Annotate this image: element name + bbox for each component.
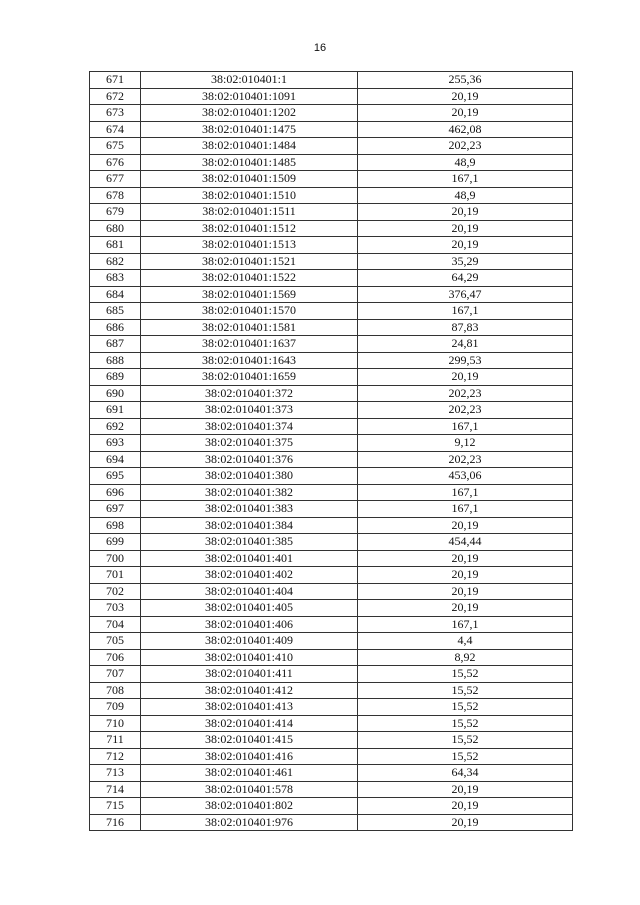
cadastral-number-cell: 38:02:010401:412: [141, 682, 358, 699]
cadastral-number-cell: 38:02:010401:1512: [141, 220, 358, 237]
table-row: [90, 715, 573, 732]
row-number-cell: 679: [90, 204, 141, 221]
table-row: [90, 649, 573, 666]
table-row: [90, 352, 573, 369]
cadastral-number-cell: 38:02:010401:1637: [141, 336, 358, 353]
cadastral-number-cell: 38:02:010401:1570: [141, 303, 358, 320]
table-body: [90, 72, 573, 831]
table-row: [90, 171, 573, 188]
cadastral-number-cell: 38:02:010401:405: [141, 600, 358, 617]
row-number-cell: 688: [90, 352, 141, 369]
value-cell: 9,12: [358, 435, 573, 452]
value-cell: 15,52: [358, 699, 573, 716]
row-number-cell: 715: [90, 798, 141, 815]
table-row: [90, 517, 573, 534]
row-number-cell: 683: [90, 270, 141, 287]
cadastral-number-cell: 38:02:010401:1569: [141, 286, 358, 303]
table-row: [90, 781, 573, 798]
table-row: [90, 567, 573, 584]
table-row: [90, 798, 573, 815]
cadastral-number-cell: 38:02:010401:802: [141, 798, 358, 815]
row-number-cell: 692: [90, 418, 141, 435]
cadastral-number-cell: 38:02:010401:373: [141, 402, 358, 419]
table-row: [90, 385, 573, 402]
value-cell: 87,83: [358, 319, 573, 336]
table-row: [90, 105, 573, 122]
cadastral-number-cell: 38:02:010401:404: [141, 583, 358, 600]
row-number-cell: 699: [90, 534, 141, 551]
row-number-cell: 711: [90, 732, 141, 749]
value-cell: 20,19: [358, 781, 573, 798]
row-number-cell: 680: [90, 220, 141, 237]
row-number-cell: 693: [90, 435, 141, 452]
table-row: [90, 336, 573, 353]
value-cell: 202,23: [358, 385, 573, 402]
row-number-cell: 685: [90, 303, 141, 320]
value-cell: 20,19: [358, 567, 573, 584]
cadastral-number-cell: 38:02:010401:1509: [141, 171, 358, 188]
table-row: [90, 303, 573, 320]
value-cell: 20,19: [358, 583, 573, 600]
table-row: [90, 319, 573, 336]
cadastral-number-cell: 38:02:010401:409: [141, 633, 358, 650]
cadastral-number-cell: 38:02:010401:416: [141, 748, 358, 765]
cadastral-number-cell: 38:02:010401:374: [141, 418, 358, 435]
value-cell: 167,1: [358, 616, 573, 633]
value-cell: 167,1: [358, 484, 573, 501]
row-number-cell: 714: [90, 781, 141, 798]
value-cell: 35,29: [358, 253, 573, 270]
cadastral-number-cell: 38:02:010401:1091: [141, 88, 358, 105]
value-cell: 255,36: [358, 72, 573, 89]
value-cell: 167,1: [358, 501, 573, 518]
cadastral-number-cell: 38:02:010401:1643: [141, 352, 358, 369]
row-number-cell: 686: [90, 319, 141, 336]
cadastral-number-cell: 38:02:010401:1510: [141, 187, 358, 204]
row-number-cell: 707: [90, 666, 141, 683]
cadastral-number-cell: 38:02:010401:1581: [141, 319, 358, 336]
table-row: [90, 534, 573, 551]
table-row: [90, 121, 573, 138]
cadastral-number-cell: 38:02:010401:415: [141, 732, 358, 749]
table-row: [90, 253, 573, 270]
row-number-cell: 702: [90, 583, 141, 600]
value-cell: 48,9: [358, 187, 573, 204]
table-row: [90, 451, 573, 468]
row-number-cell: 673: [90, 105, 141, 122]
cadastral-number-cell: 38:02:010401:1484: [141, 138, 358, 155]
row-number-cell: 696: [90, 484, 141, 501]
value-cell: 20,19: [358, 550, 573, 567]
value-cell: 20,19: [358, 220, 573, 237]
table-row: [90, 583, 573, 600]
value-cell: 20,19: [358, 88, 573, 105]
table-row: [90, 286, 573, 303]
cadastral-number-cell: 38:02:010401:402: [141, 567, 358, 584]
table-row: [90, 765, 573, 782]
value-cell: 167,1: [358, 303, 573, 320]
value-cell: 202,23: [358, 451, 573, 468]
row-number-cell: 684: [90, 286, 141, 303]
table-row: [90, 732, 573, 749]
value-cell: 48,9: [358, 154, 573, 171]
cadastral-number-cell: 38:02:010401:382: [141, 484, 358, 501]
row-number-cell: 694: [90, 451, 141, 468]
cadastral-number-cell: 38:02:010401:1659: [141, 369, 358, 386]
table-row: [90, 814, 573, 831]
row-number-cell: 675: [90, 138, 141, 155]
value-cell: 462,08: [358, 121, 573, 138]
value-cell: 15,52: [358, 682, 573, 699]
cadastral-number-cell: 38:02:010401:410: [141, 649, 358, 666]
row-number-cell: 671: [90, 72, 141, 89]
table-row: [90, 187, 573, 204]
cadastral-number-cell: 38:02:010401:461: [141, 765, 358, 782]
row-number-cell: 695: [90, 468, 141, 485]
value-cell: 20,19: [358, 600, 573, 617]
row-number-cell: 712: [90, 748, 141, 765]
row-number-cell: 676: [90, 154, 141, 171]
value-cell: 167,1: [358, 418, 573, 435]
table-row: [90, 237, 573, 254]
cadastral-number-cell: 38:02:010401:1: [141, 72, 358, 89]
row-number-cell: 713: [90, 765, 141, 782]
row-number-cell: 689: [90, 369, 141, 386]
table-row: [90, 270, 573, 287]
value-cell: 202,23: [358, 138, 573, 155]
cadastral-number-cell: 38:02:010401:401: [141, 550, 358, 567]
cadastral-number-cell: 38:02:010401:380: [141, 468, 358, 485]
row-number-cell: 716: [90, 814, 141, 831]
value-cell: 20,19: [358, 814, 573, 831]
value-cell: 15,52: [358, 732, 573, 749]
cadastral-number-cell: 38:02:010401:1521: [141, 253, 358, 270]
cadastral-number-cell: 38:02:010401:414: [141, 715, 358, 732]
table-row: [90, 748, 573, 765]
row-number-cell: 682: [90, 253, 141, 270]
value-cell: 20,19: [358, 517, 573, 534]
table-row: [90, 666, 573, 683]
value-cell: 299,53: [358, 352, 573, 369]
row-number-cell: 672: [90, 88, 141, 105]
cadastral-number-cell: 38:02:010401:578: [141, 781, 358, 798]
row-number-cell: 704: [90, 616, 141, 633]
table-row: [90, 369, 573, 386]
value-cell: 376,47: [358, 286, 573, 303]
row-number-cell: 681: [90, 237, 141, 254]
table-row: [90, 633, 573, 650]
table-row: [90, 72, 573, 89]
value-cell: 15,52: [358, 666, 573, 683]
table-row: [90, 501, 573, 518]
cadastral-number-cell: 38:02:010401:383: [141, 501, 358, 518]
value-cell: 15,52: [358, 715, 573, 732]
cadastral-table: [89, 71, 573, 831]
row-number-cell: 701: [90, 567, 141, 584]
table-row: [90, 402, 573, 419]
table-row: [90, 682, 573, 699]
cadastral-number-cell: 38:02:010401:376: [141, 451, 358, 468]
row-number-cell: 697: [90, 501, 141, 518]
row-number-cell: 708: [90, 682, 141, 699]
table-row: [90, 220, 573, 237]
table-row: [90, 550, 573, 567]
row-number-cell: 705: [90, 633, 141, 650]
cadastral-number-cell: 38:02:010401:976: [141, 814, 358, 831]
row-number-cell: 703: [90, 600, 141, 617]
cadastral-number-cell: 38:02:010401:372: [141, 385, 358, 402]
table-row: [90, 600, 573, 617]
table-row: [90, 204, 573, 221]
value-cell: 4,4: [358, 633, 573, 650]
value-cell: 167,1: [358, 171, 573, 188]
value-cell: 453,06: [358, 468, 573, 485]
cadastral-number-cell: 38:02:010401:1475: [141, 121, 358, 138]
table-row: [90, 616, 573, 633]
row-number-cell: 710: [90, 715, 141, 732]
value-cell: 20,19: [358, 798, 573, 815]
cadastral-number-cell: 38:02:010401:406: [141, 616, 358, 633]
page-number: 16: [313, 42, 327, 54]
row-number-cell: 698: [90, 517, 141, 534]
cadastral-number-cell: 38:02:010401:1511: [141, 204, 358, 221]
value-cell: 454,44: [358, 534, 573, 551]
row-number-cell: 700: [90, 550, 141, 567]
row-number-cell: 690: [90, 385, 141, 402]
cadastral-number-cell: 38:02:010401:413: [141, 699, 358, 716]
cadastral-number-cell: 38:02:010401:1202: [141, 105, 358, 122]
table-row: [90, 154, 573, 171]
table-row: [90, 88, 573, 105]
value-cell: 20,19: [358, 204, 573, 221]
value-cell: 15,52: [358, 748, 573, 765]
row-number-cell: 691: [90, 402, 141, 419]
row-number-cell: 674: [90, 121, 141, 138]
cadastral-number-cell: 38:02:010401:1485: [141, 154, 358, 171]
table-row: [90, 418, 573, 435]
value-cell: 202,23: [358, 402, 573, 419]
value-cell: 8,92: [358, 649, 573, 666]
row-number-cell: 687: [90, 336, 141, 353]
cadastral-number-cell: 38:02:010401:375: [141, 435, 358, 452]
cadastral-number-cell: 38:02:010401:1513: [141, 237, 358, 254]
cadastral-number-cell: 38:02:010401:384: [141, 517, 358, 534]
cadastral-number-cell: 38:02:010401:411: [141, 666, 358, 683]
value-cell: 64,34: [358, 765, 573, 782]
table-row: [90, 435, 573, 452]
cadastral-number-cell: 38:02:010401:1522: [141, 270, 358, 287]
row-number-cell: 709: [90, 699, 141, 716]
row-number-cell: 677: [90, 171, 141, 188]
value-cell: 24,81: [358, 336, 573, 353]
table-row: [90, 699, 573, 716]
value-cell: 20,19: [358, 369, 573, 386]
row-number-cell: 706: [90, 649, 141, 666]
cadastral-number-cell: 38:02:010401:385: [141, 534, 358, 551]
row-number-cell: 678: [90, 187, 141, 204]
table-row: [90, 484, 573, 501]
table-row: [90, 468, 573, 485]
value-cell: 64,29: [358, 270, 573, 287]
table-row: [90, 138, 573, 155]
value-cell: 20,19: [358, 237, 573, 254]
value-cell: 20,19: [358, 105, 573, 122]
